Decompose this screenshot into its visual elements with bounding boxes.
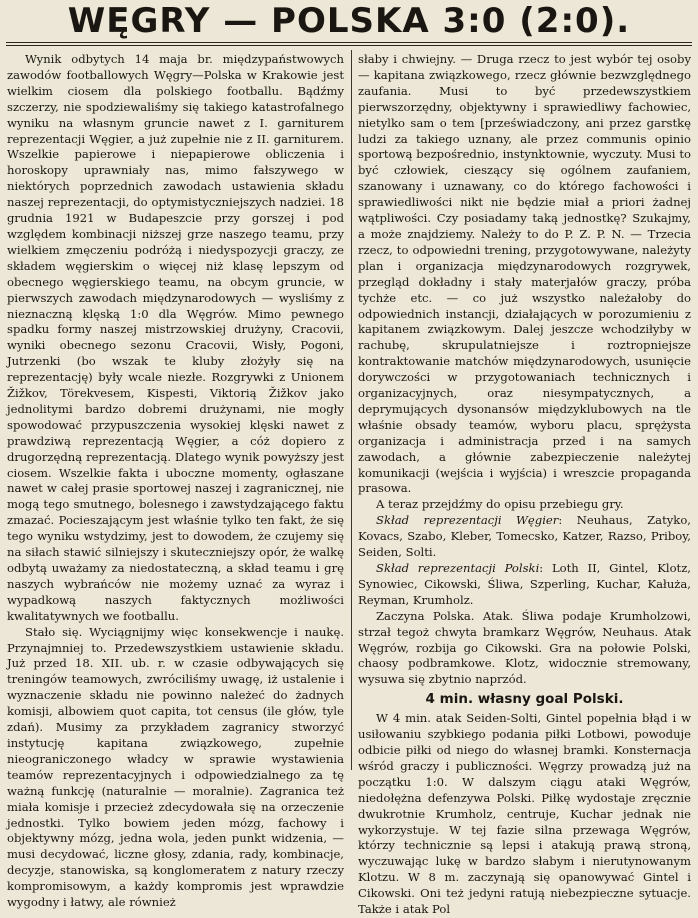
title-rule-second [6, 45, 692, 46]
article-title: WĘGRY — POLSKA 3:0 (2:0). [67, 1, 631, 41]
lineup-hungary-players: : Neuhaus, Zatyko, Kovacs, Szabo, Kleber, Tomecsko, Katzer, Razso, Priboy, Seiden, Solti. [358, 513, 691, 560]
right-column [358, 52, 691, 918]
lineup-poland-label: Skład reprezentacji Polski [376, 561, 540, 575]
paragraph: A teraz przejdźmy do opisu przebiegu gry. [376, 497, 624, 512]
lineup-hungary-label: Skład reprezentacji Węgier [376, 513, 559, 528]
paragraph: Zaczyna Polska. Atak. Śliwa podaje Krumholzowi, strzał tegoż chwyta bramkarz Węgrów, Neuhaus. Atak Węgrów, rozbija go Cikowski. Gra na połowie Polski, chaosy podbramkowe. Klotz, widocznie stremowany, wysuwa się zbytnio naprzód. [358, 608, 691, 687]
lineup-poland [358, 561, 691, 609]
paragraph: W 4 min. atak Seiden-Solti, Gintel popełnia błąd i w usiłowaniu szybkiego podania piłki Lotbowi, powoduje odbicie piłki od niego do własnej bramki. Konsternacja wśród graczy i publiczności. Węgrzy prowadzą już na początku 1:0. W dalszym ciągu ataki Węgrów, niedołężna defenzywa Polski. Piłkę wydostaje zręcznie dwukrotnie Krumholz, centruje, Kuchar jednak nie wykorzystuje. W tej fazie silna przewaga Węgrów, którzy technicznie są lepsi i atakują prawą stroną, wyczuwając lukę w bardzo słabym i nierutynowanym Klotzu. W 8 m. zaczynają się opanowywać Gintel i Cikowski. Oni też jedyni ratują niebezpieczne sytuacje. Także i atak Pol [358, 711, 691, 917]
title-rule [6, 42, 692, 43]
column-divider [351, 50, 352, 770]
paragraph: słaby i chwiejny. — Druga rzecz to jest wybór tej osoby — kapitana związkowego, rzecz głównie bezwzględnego zaufania. Musi to być przedewszystkiem pierwszorzędny, objektywny i sprawiedliwy fachowiec, nietylko sam o tem [przeświadczony, ani przez garstkę ludzi za takiego uznany, ale przez communis opinio sportową bezpośrednio, instynktownie, wyczuty. Musi to być człowiek, cieszący się ogólnem zaufaniem, szanowany i uznawany, co do którego fachowości i sprawiedliwości nikt nie będzie miał a priori żadnej wątpliwości. Czy posiadamy taką jednostkę? Szukajmy, a może znajdziemy. Należy to do P. Z. P. N. — Trzecia rzecz, to odpowiedni trening, przygotowywane, należyty plan i organizacja międzynarodowych rozgrywek, przegląd dokładny i stały materjałów graczy, próba tychże etc. — co już wszystko należałoby do odpowiednich instancji, działających w porozumieniu z kapitanem związkowym. Dalej jeszcze wchodziłyby w rachubę, skrupulatniejsze i roztropniejsze kontraktowanie matchów międzynarodowych, usunięcie dorywczości w przygotowaniach technicznych i organizacyjnych, oraz niesympatycznych, a deprymujących dysonansów międzyklubowych na tle właśnie obsady teamów, wyboru placu, sprężysta organizacja i administracja przed i na samych zawodach, a głównie zabezpieczenie należytej komunikacji (wejścia i wyjścia) i wreszcie propaganda prasowa. [358, 52, 691, 496]
paragraph: Wynik odbytych 14 maja br. międzypaństwowych zawodów footballowych Węgry—Polska w Krakowie jest wielkim ciosem dla polskiego footballu. Bądźmy szczerzy, nie spodziewaliśmy się takiego katastrofalnego wyniku na własnym gruncie nawet z I. garniturem reprezentacji Węgier, a już zupełnie nie z II. garniturem. Wszelkie papierowe i niepapierowe obliczenia i horoskopy uprawniały nas, mimo fałszywego w niektórych poprzednich zawodach ustawienia składu naszej reprezentacji, do optymistyczniejszych nadziei. 18 grudnia 1921 w Budapeszcie przy gorszej i pod względem kombinacji niższej grze naszego teamu, przy wielkiem zmęczeniu podróżą i niedyspozycji graczy, ze składem węgierskim o więcej niż klasę lepszym od obecnego węgierskiego teamu, na obcym gruncie, w pierwszych zawodach międzynarodowych — wysliśmy z nieznaczną klęską 1:0 dla Węgrów. Mimo pewnego spadku formy naszej mistrzowskiej drużyny, Cracovii, wyniki obecnego sezonu Cracovii, Wisły, Pogoni, Jutrzenki (bo wszak te kluby złożyły się na reprezentację) były wcale niezłe. Rozgrywki z Unionem Žižkov, Törekvesem, Kispesti, Viktorią Žižkov jako jednolitymi bardzo dobremi drużynami, nie mogły spowodować przypuszczenia wysokiej klęski nawet z prawdziwą reprezentacją Węgier, a cóż dopiero z drugorzędną reprezentacją. Dlatego wynik powyższy jest ciosem. Wszelkie fakta i uboczne momenty, ogłaszane nawet w całej prasie sportowej naszej i zagranicznej, nie mogą tego smutnego, bolesnego i zawstydzającego faktu zmazać. Pocieszającym jest właśnie tylko ten fakt, że się tego wyniku wstydzimy, jest to dowodem, że czujemy się na siłach stawić silniejszy i skuteczniejszy opór, że walkę odbytą uważamy za niedostateczną, a skład teamu i grę naszych wybrańców nie możemy uznać za wyraz i wypadkową naszych faktycznych możliwości kwalitatywnych we footballu. [7, 52, 344, 623]
left-column [7, 52, 344, 911]
lineup-hungary [358, 513, 691, 561]
paragraph: Stało się. Wyciągnijmy więc konsekwencje i naukę. Przynajmniej to. Przedewszystkiem ustawienie składu. Już przed 18. XII. ub. r. w czasie odbywających się treningów teamowych, zwróciliśmy uwagę, iż ustalenie i wyznaczenie składu nie powinno należeć do żadnych komisji, albowiem quot capita, tot census (ile głów, tyle zdań). Musimy za przykładem zagranicy stworzyć instytucję kapitana związkowego, zupełnie nieograniczonego władcy w sprawie wystawienia teamów reprezentacyjnych i odpowiedzialnego za tę ważną funkcję (naturalnie — moralnie). Zagranica też miała komisje i przecież zdecydowała się na orzeczenie jednostki. Tylko bowiem jeden mózg, fachowy i objektywny mózg, jedna wola, jeden punkt widzenia, — musi decydować, liczne głosy, zdania, rady, kombinacje, decyzje, stanowiska, są konglomeratem z natury rzeczy kompromisowym, a każdy kompromis jest wprawdzie wygodny i łatwy, ale również [7, 624, 344, 910]
section-subheading: 4 min. własny goal Polski. [425, 691, 624, 708]
lineup-poland-players: : Loth II, Gintel, Klotz, Synowiec, Cikowski, Śliwa, Szperling, Kuchar, Kałuża, Reyman, Krumholz. [358, 561, 691, 607]
